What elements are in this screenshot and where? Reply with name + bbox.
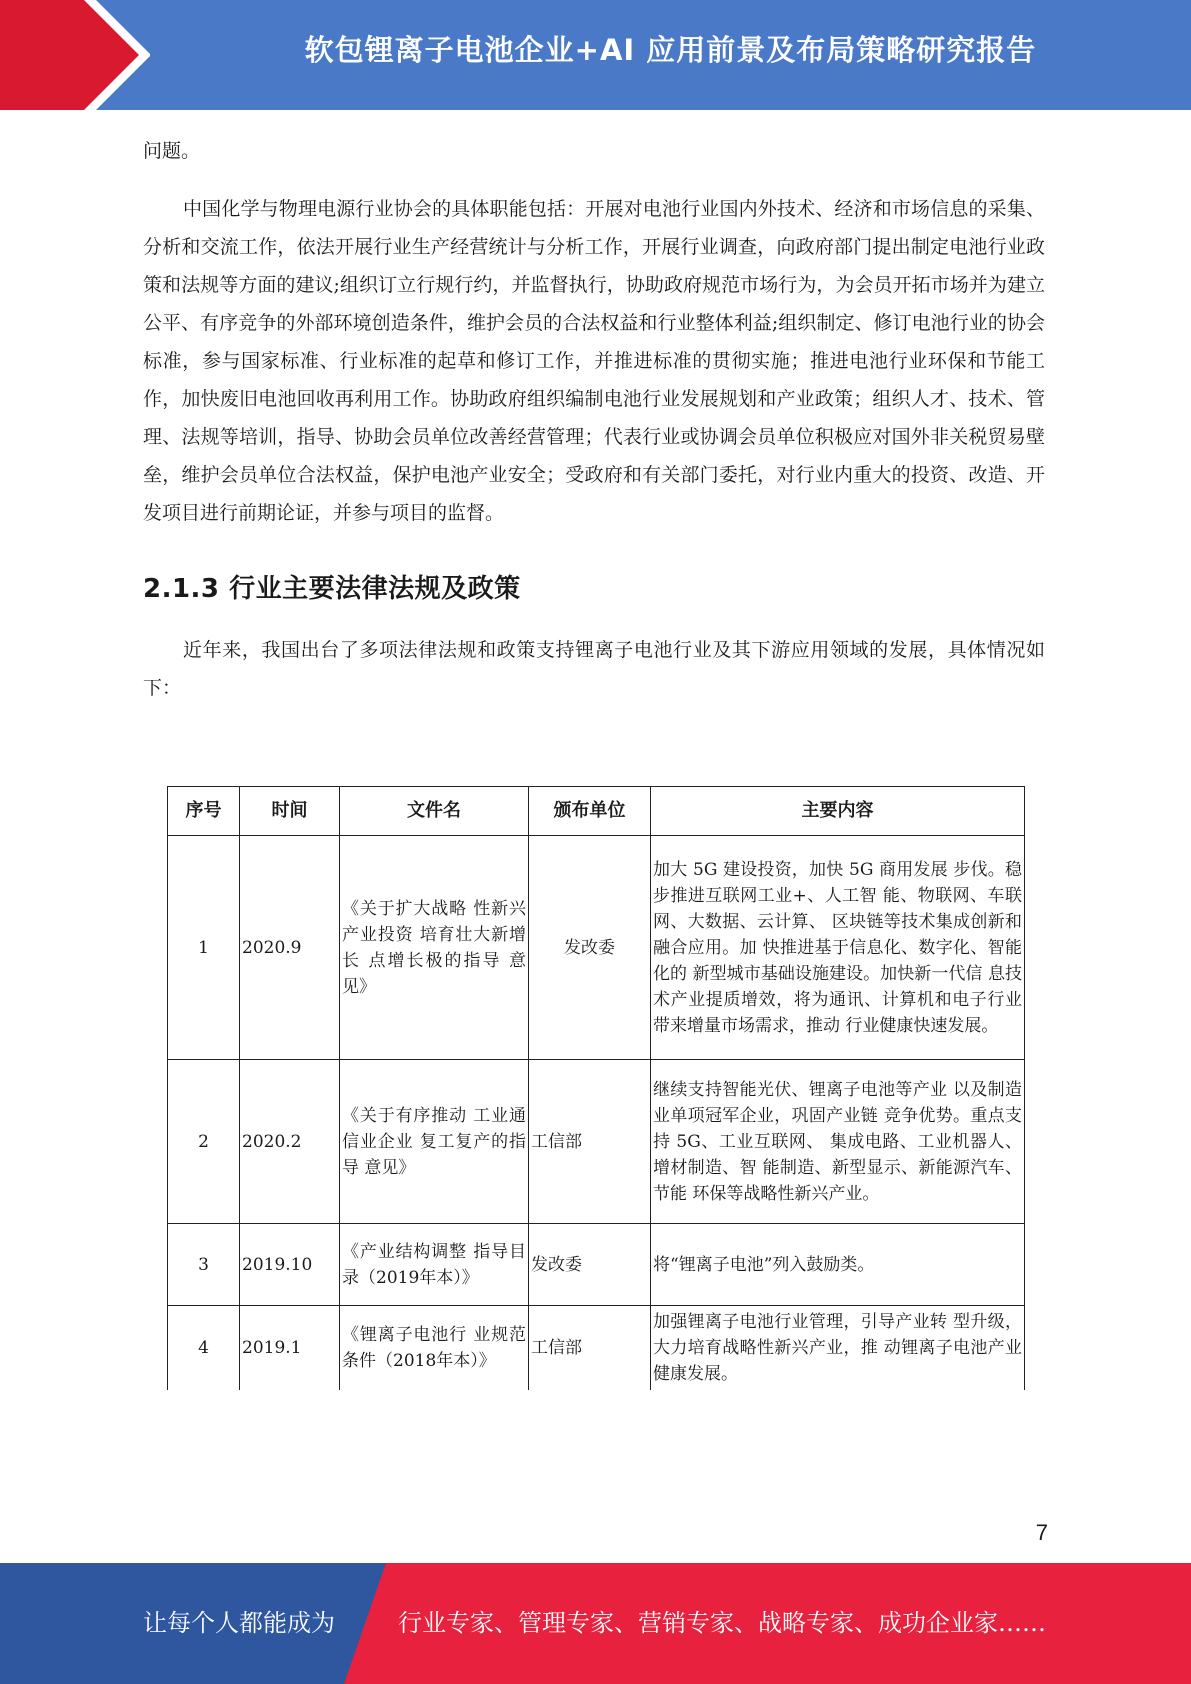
cell-content: 将“锂离子电池”列入鼓励类。 <box>651 1224 1025 1306</box>
paragraph-continuation: 问题。 <box>143 140 201 162</box>
column-header-no: 序号 <box>168 787 240 836</box>
column-header-time: 时间 <box>240 787 340 836</box>
cell-issuer: 工信部 <box>529 1060 651 1224</box>
cell-content: 继续支持智能光伏、锂离子电池等产业 以及制造业单项冠军企业，巩固产业链 竞争优势。重点支持 5G、工业互联网、 集成电路、工业机器人、增材制造、智 能制造、新型显示、新能源汽车、节能 环保等战略性新兴产业。 <box>651 1060 1025 1224</box>
footer-slogan-left: 让每个人都能成为 <box>143 1609 335 1637</box>
cell-no: 3 <box>168 1224 240 1306</box>
policy-table <box>167 786 1025 1390</box>
page-number: 7 <box>1035 1520 1048 1545</box>
cell-doc: 《产业结构调整 指导目录（2019年本）》 <box>340 1224 529 1306</box>
table-row <box>168 1306 1025 1390</box>
header-arrow-decoration <box>0 0 150 110</box>
column-header-content: 主要内容 <box>651 787 1025 836</box>
column-header-issuer: 颁布单位 <box>529 787 651 836</box>
page-header <box>0 0 1191 110</box>
table-row <box>168 1060 1025 1224</box>
table-row <box>168 1224 1025 1306</box>
cell-time: 2019.10 <box>240 1224 340 1306</box>
column-header-doc: 文件名 <box>340 787 529 836</box>
table-row <box>168 836 1025 1060</box>
table-header-row <box>168 787 1025 836</box>
cell-no: 1 <box>168 836 240 1060</box>
report-title: 软包锂离子电池企业+AI 应用前景及布局策略研究报告 <box>304 33 1037 67</box>
cell-issuer: 工信部 <box>529 1306 651 1390</box>
section-heading: 2.1.3 行业主要法律法规及政策 <box>143 574 521 604</box>
page-content <box>143 132 1045 707</box>
cell-content: 加强锂离子电池行业管理，引导产业转 型升级，大力培育战略性新兴产业，推 动锂离子电池产业健康发展。 <box>651 1306 1025 1390</box>
cell-doc: 《关于扩大战略 性新兴产业投资 培育壮大新增长 点增长极的指导 意见》 <box>340 836 529 1060</box>
page-footer <box>0 1563 1191 1684</box>
cell-doc: 《关于有序推动 工业通信业企业 复工复产的指导 意见》 <box>340 1060 529 1224</box>
cell-no: 4 <box>168 1306 240 1390</box>
cell-doc: 《锂离子电池行 业规范条件（2018年本）》 <box>340 1306 529 1390</box>
paragraph-policy-intro: 近年来，我国出台了多项法律法规和政策支持锂离子电池行业及其下游应用领域的发展，具体情况如下： <box>143 639 1045 699</box>
cell-time: 2019.1 <box>240 1306 340 1390</box>
cell-time: 2020.2 <box>240 1060 340 1224</box>
cell-content: 加大 5G 建设投资，加快 5G 商用发展 步伐。稳步推进互联网工业+、人工智 能、物联网、车联网、大数据、云计算、 区块链等技术集成创新和融合应用。加 快推进基于信息化、数字化、智能化的 新型城市基础设施建设。加快新一代信 息技术产业提质增效，将为通讯、计算机和电子行业带来增量市场需求，推动 行业健康快速发展。 <box>651 836 1025 1060</box>
footer-slogan-right: 行业专家、管理专家、营销专家、战略专家、成功企业家…… <box>398 1609 1046 1637</box>
cell-issuer: 发改委 <box>529 836 651 1060</box>
cell-time: 2020.9 <box>240 836 340 1060</box>
paragraph-association-functions: 中国化学与物理电源行业协会的具体职能包括：开展对电池行业国内外技术、经济和市场信息的采集、分析和交流工作，依法开展行业生产经营统计与分析工作，开展行业调查，向政府部门提出制定电池行业政策和法规等方面的建议;组织订立行规行约，并监督执行，协助政府规范市场行为，为会员开拓市场并为建立公平、有序竞争的外部环境创造条件，维护会员的合法权益和行业整体利益;组织制定、修订电池行业的协会标准，参与国家标准、行业标准的起草和修订工作，并推进标准的贯彻实施；推进电池行业环保和节能工作，加快废旧电池回收再利用工作。协助政府组织编制电池行业发展规划和产业政策；组织人才、技术、管理、法规等培训，指导、协助会员单位改善经营管理；代表行业或协调会员单位积极应对国外非关税贸易壁垒，维护会员单位合法权益，保护电池产业安全；受政府和有关部门委托，对行业内重大的投资、改造、开发项目进行前期论证，并参与项目的监督。 <box>143 198 1045 524</box>
cell-no: 2 <box>168 1060 240 1224</box>
cell-issuer: 发改委 <box>529 1224 651 1306</box>
